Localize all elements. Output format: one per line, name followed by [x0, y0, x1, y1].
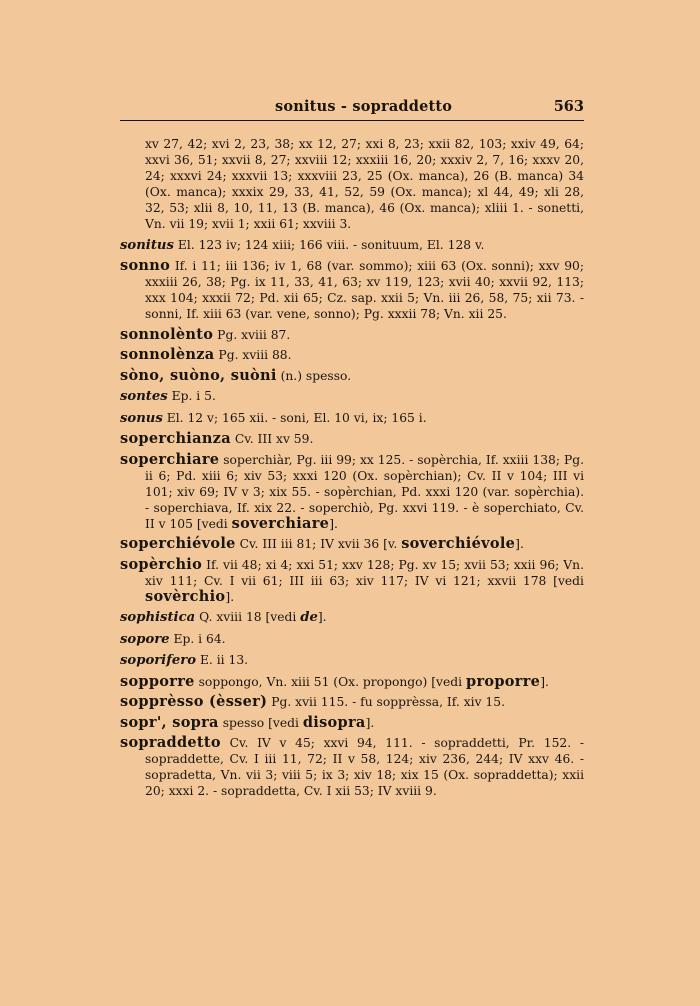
entry-body: Ep. i 5. [171, 389, 216, 403]
headword: soporifero [120, 653, 197, 668]
entry-sopore [120, 631, 584, 648]
entry-body: soperchiàr, Pg. iii 99; xx 125. - sopèrchia, If. xxiii 138; Pg. ii 6; Pd. xiii 6; xiv 53; xxxi 120 (Ox. sopèrchian); Cv. II v 104; III vi 101; xiv 69; IV v 3; xix 55. - sopèrchian, Pd. xxxi 120 (var. sopèrchia). - soperchiava, If. xix 22. - soperchiò, Pg. xxvi 119. - è soperchiato, Cv. II v 105 [vedi [145, 452, 584, 531]
entry-sontes [120, 388, 584, 405]
entry-body: If. vii 48; xi 4; xxi 51; xxv 128; Pg. xv 15; xvii 53; xxii 96; Vn. xiv 111; Cv. I vii 61; III iii 63; xiv 117; IV vi 121; xxvii 178 [vedi [145, 557, 584, 588]
entry-body: Pg. xviii 87. [217, 327, 291, 342]
cross-reference: soverchiévole [401, 535, 516, 552]
entry-body: Cv. III xv 59. [234, 432, 314, 446]
headword: sòno, suòno, suòni [120, 366, 277, 384]
entry-body: xv 27, 42; xvi 2, 23, 38; xx 12, 27; xxi 8, 23; xxii 82, 103; xxiv 49, 64; xxvi 36, 51; xxvii 8, 27; xxviii 12; xxxiii 16, 20; xxxiv 2, 7, 16; xxxv 20, 24; xxxvi 24; xxxvii 13; xxxviii 23, 25 (Ox. manca), 26 (B. manca) 34 (Ox. manca); xxxix 29, 33, 41, 52, 59 (Ox. manca); xl 44, 49; xli 28, 32, 53; xlii 8, 10, 11, 13 (B. manca), 46 (Ox. manca); xliii 1. - sonetti, Vn. vii 19; xvii 1; xxii 61; xxviii 3. [145, 137, 584, 231]
entry-sonnolenza [120, 347, 584, 363]
entry-sopraddetto [120, 735, 584, 799]
entry-tail: ]. [329, 516, 338, 531]
headword: sonus [120, 410, 163, 426]
entry-tail: ]. [540, 674, 549, 689]
headword: soperchiare [120, 450, 220, 468]
entry-continuation [120, 136, 584, 232]
entry-sonnolento [120, 327, 584, 343]
entry-tail: ]. [225, 589, 235, 604]
entry-sophistica [120, 609, 584, 626]
cross-reference: soverchiare [231, 514, 330, 532]
cross-reference: sovèrchio [145, 587, 226, 605]
entry-body: Pg. xviii 88. [218, 348, 292, 362]
headword: sopporre [120, 672, 195, 690]
entry-body: El. 123 iv; 124 xiii; 166 viii. - sonituum, El. 128 v. [177, 237, 485, 252]
entry-body: spesso [vedi [222, 715, 299, 730]
entry-sopra [120, 715, 584, 731]
headword: sopr', sopra [120, 713, 219, 731]
entry-tail: ]. [515, 537, 524, 551]
headword: sontes [120, 389, 168, 404]
cross-reference: disopra [302, 713, 366, 731]
page-header [120, 98, 584, 121]
entry-soperchianza [120, 431, 584, 447]
entry-soporifero [120, 652, 584, 669]
entry-sopporre [120, 674, 584, 690]
headword: sonnolènto [120, 325, 214, 343]
entry-body: Pg. xvii 115. - fu sopprèssa, If. xiv 15. [271, 695, 505, 709]
entry-sono [120, 368, 584, 384]
dictionary-column [120, 136, 584, 804]
entry-tail: ]. [365, 715, 375, 730]
running-head: sonitus - sopraddetto [275, 98, 453, 115]
headword: sophistica [120, 610, 196, 625]
headword: sonnolènza [120, 346, 215, 363]
cross-reference: de [300, 610, 318, 625]
headword: sopore [120, 631, 170, 647]
entry-body: E. ii 13. [199, 653, 249, 667]
entry-body: Q. xviii 18 [vedi [199, 610, 297, 624]
entry-sonitus [120, 237, 584, 254]
entry-body: Cv. IV v 45; xxvi 94, 111. - sopraddetti, Pr. 152. - sopraddette, Cv. I iii 11, 72; II v 58, 124; xiv 236, 244; IV xxv 46. - sopradetta, Vn. vii 3; viii 5; ix 3; xiv 18; xix 15 (Ox. sopraddetta); xxii 20; xxxi 2. - sopraddetta, Cv. I xii 53; IV xviii 9. [145, 736, 584, 798]
entry-body: El. 12 v; 165 xii. - soni, El. 10 vi, ix; 165 i. [166, 410, 427, 425]
entry-sonus [120, 410, 584, 427]
headword: sonitus [120, 237, 174, 253]
headword: sopèrchio [120, 555, 203, 573]
entry-soppresso [120, 694, 584, 710]
headword: sonno [120, 257, 171, 274]
headword: sopprèsso (èsser) [120, 693, 268, 710]
entry-soperchio [120, 557, 584, 605]
entry-body: Cv. III iii 81; IV xvii 36 [v. [239, 537, 398, 551]
entry-soperchievole [120, 536, 584, 552]
headword: soperchiévole [120, 535, 236, 552]
headword: sopraddetto [120, 734, 221, 751]
entry-body: soppongo, Vn. xiii 51 (Ox. propongo) [vedi [198, 674, 463, 689]
entry-soperchiare [120, 452, 584, 532]
entry-body: If. i 11; iii 136; iv 1, 68 (var. sommo); xiii 63 (Ox. sonni); xxv 90; xxxiii 26, 38; Pg. ix 11, 33, 41, 63; xv 119, 123; xvii 40; xxvii 92, 113; xxx 104; xxxii 72; Pd. xii 65; Cz. sap. xxii 5; Vn. iii 26, 58, 75; xii 73. - sonni, If. xiii 63 (var. vene, sonno); Pg. xxxii 78; Vn. xii 25. [145, 259, 584, 321]
headword: soperchianza [120, 430, 231, 447]
entry-body: (n.) spesso. [280, 368, 352, 383]
entry-body: Ep. i 64. [173, 631, 226, 646]
cross-reference: proporre [466, 672, 541, 690]
entry-sonno [120, 258, 584, 322]
entry-tail: ]. [317, 610, 327, 624]
page-number: 563 [553, 98, 584, 115]
